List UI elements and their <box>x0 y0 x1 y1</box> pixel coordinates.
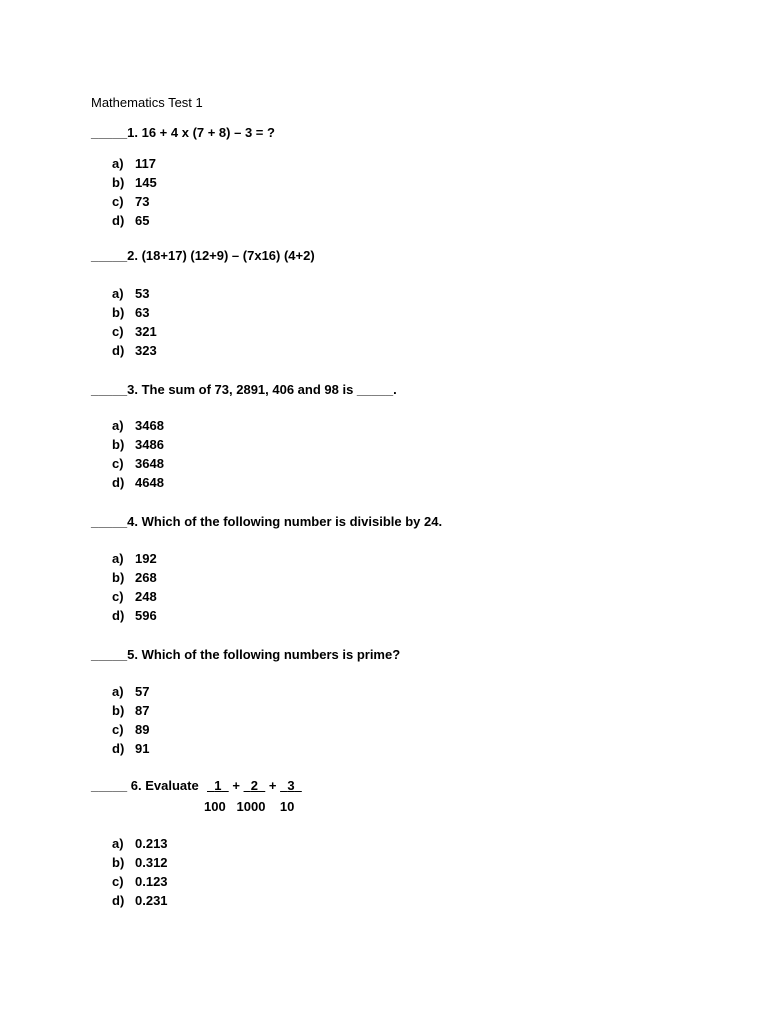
option-d <box>112 891 168 910</box>
option-c <box>112 192 157 211</box>
option-letter: a) <box>112 836 124 851</box>
option-letter: b) <box>112 855 125 870</box>
option-value: 3486 <box>135 437 164 452</box>
denominator-1: 100 <box>204 799 226 814</box>
option-a <box>112 154 157 173</box>
option-a <box>112 682 149 701</box>
option-b <box>112 173 157 192</box>
question-3-options <box>112 416 164 492</box>
plus-sign: + <box>268 778 277 793</box>
option-letter: c) <box>112 722 124 737</box>
option-value: 87 <box>135 703 150 718</box>
option-letter: c) <box>112 456 124 471</box>
option-value: 248 <box>135 589 157 604</box>
question-5: _____5. Which of the following numbers is prime? <box>91 647 401 662</box>
option-b <box>112 568 157 587</box>
option-value: 596 <box>135 608 157 623</box>
numerator-1: 1 <box>214 778 222 793</box>
option-letter: b) <box>112 175 125 190</box>
option-value: 321 <box>135 324 157 339</box>
question-2-options <box>112 284 157 360</box>
question-6-options <box>112 834 168 910</box>
option-value: 145 <box>135 175 157 190</box>
option-letter: a) <box>112 156 124 171</box>
option-value: 0.312 <box>135 855 168 870</box>
option-letter: a) <box>112 684 124 699</box>
option-d <box>112 341 157 360</box>
option-value: 323 <box>135 343 157 358</box>
numerator-3: 3 <box>287 778 295 793</box>
option-d <box>112 473 164 492</box>
option-value: 65 <box>135 213 150 228</box>
option-value: 73 <box>135 194 150 209</box>
question-6 <box>91 778 295 814</box>
question-5-options <box>112 682 149 758</box>
option-letter: b) <box>112 437 125 452</box>
option-letter: b) <box>112 305 125 320</box>
option-value: 63 <box>135 305 150 320</box>
option-letter: d) <box>112 893 125 908</box>
option-letter: a) <box>112 418 124 433</box>
option-letter: c) <box>112 589 124 604</box>
option-letter: b) <box>112 703 125 718</box>
document-title: Mathematics Test 1 <box>91 95 203 110</box>
numerator-2: 2 <box>250 778 259 793</box>
option-c <box>112 587 157 606</box>
option-b <box>112 701 149 720</box>
option-value: 0.123 <box>135 874 168 889</box>
question-3: _____3. The sum of 73, 2891, 406 and 98 is _____. <box>91 382 397 397</box>
question-4: _____4. Which of the following number is divisible by 24. <box>91 514 443 529</box>
option-letter: c) <box>112 324 124 339</box>
option-letter: c) <box>112 874 124 889</box>
option-value: 3648 <box>135 456 164 471</box>
option-letter: d) <box>112 475 125 490</box>
option-value: 57 <box>135 684 150 699</box>
question-2: _____2. (18+17) (12+9) – (7x16) (4+2) <box>91 248 315 263</box>
option-a <box>112 416 164 435</box>
option-value: 3468 <box>135 418 164 433</box>
question-4-options <box>112 549 157 625</box>
option-letter: c) <box>112 194 124 209</box>
option-c <box>112 720 149 739</box>
option-b <box>112 303 157 322</box>
option-d <box>112 211 157 230</box>
option-value: 268 <box>135 570 157 585</box>
denominator-3: 10 <box>279 799 295 814</box>
option-b <box>112 853 168 872</box>
option-letter: a) <box>112 551 124 566</box>
option-value: 53 <box>135 286 150 301</box>
question-1: _____1. 16 + 4 x (7 + 8) – 3 = ? <box>91 125 275 140</box>
option-a <box>112 284 157 303</box>
option-c <box>112 322 157 341</box>
option-value: 4648 <box>135 475 164 490</box>
option-letter: d) <box>112 741 125 756</box>
option-c <box>112 872 168 891</box>
denominator-2: 1000 <box>236 799 266 814</box>
option-value: 117 <box>135 156 156 171</box>
option-value: 89 <box>135 722 150 737</box>
option-value: 192 <box>135 551 157 566</box>
question-1-options <box>112 154 157 230</box>
option-letter: a) <box>112 286 124 301</box>
option-value: 0.231 <box>135 893 168 908</box>
option-letter: d) <box>112 213 125 228</box>
option-d <box>112 606 157 625</box>
plus-sign: + <box>232 778 240 793</box>
denominator-row <box>204 799 294 814</box>
option-b <box>112 435 164 454</box>
option-a <box>112 834 168 853</box>
option-d <box>112 739 149 758</box>
option-letter: d) <box>112 343 125 358</box>
option-value: 0.213 <box>135 836 168 851</box>
option-a <box>112 549 157 568</box>
option-letter: d) <box>112 608 125 623</box>
question-6-prompt: _____ 6. Evaluate <box>91 778 199 793</box>
option-letter: b) <box>112 570 125 585</box>
option-value: 91 <box>135 741 150 756</box>
numerator-row <box>207 778 302 793</box>
option-c <box>112 454 164 473</box>
